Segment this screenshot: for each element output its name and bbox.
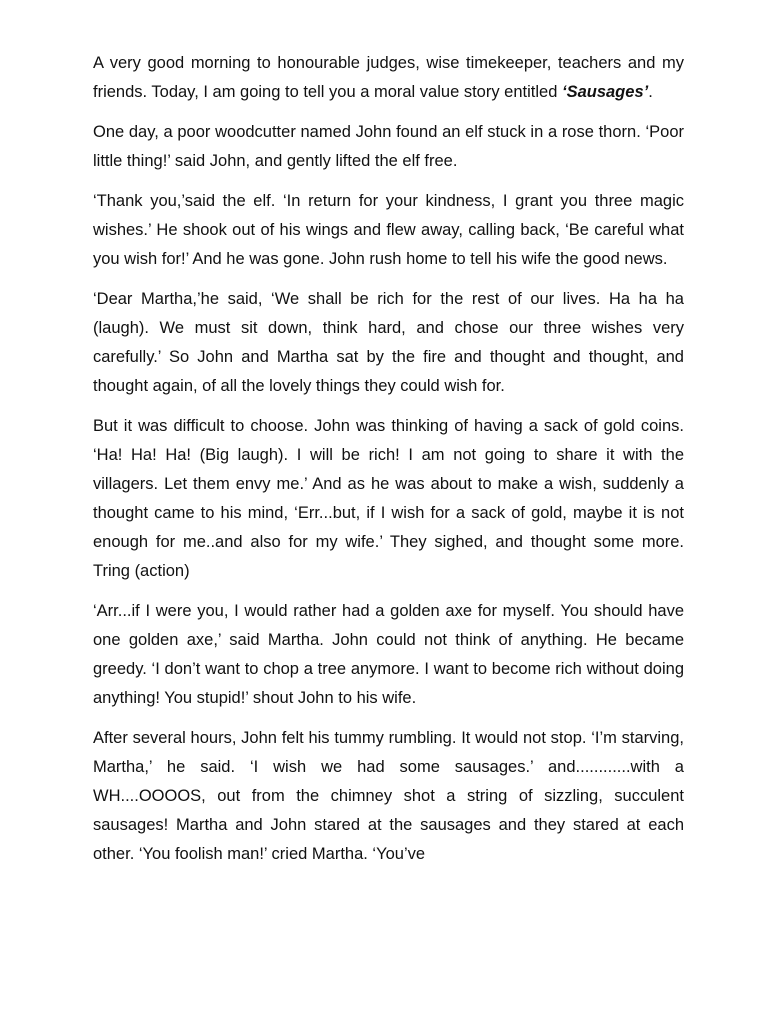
paragraph-5: But it was difficult to choose. John was thinking of having a sack of gold coins. ‘Ha! Ha! Ha! (Big laugh). I will be rich! I am not going to share it with the villagers. Let them envy me.’ And as he was about to make a wish, suddenly a thought came to his mind, ‘Err...but, if I wish for a sack of gold, maybe it is not enough for me..and also for my wife.’ They sighed, and thought some more. Tring (action) [93,417,684,580]
document-page [93,49,684,880]
paragraph-4: ‘Dear Martha,’he said, ‘We shall be rich for the rest of our lives. Ha ha ha (laugh). We must sit down, think hard, and chose our three wishes very carefully.’ So John and Martha sat by the fire and thought and thought, and thought again, of all the lovely things they could wish for. [93,290,684,395]
paragraph-2: One day, a poor woodcutter named John found an elf stuck in a rose thorn. ‘Poor little thing!’ said John, and gently lifted the elf free. [93,123,684,170]
paragraph-3: ‘Thank you,’said the elf. ‘In return for your kindness, I grant you three magic wishes.’ He shook out of his wings and flew away, calling back, ‘Be careful what you wish for!’ And he was gone. John rush home to tell his wife the good news. [93,192,684,268]
intro-text: A very good morning to honourable judges, wise timekeeper, teachers and my friends. Today, I am going to tell you a moral value story entitled [93,54,684,101]
intro-period: . [648,83,653,101]
paragraph-intro [93,49,684,107]
paragraph-6: ‘Arr...if I were you, I would rather had a golden axe for myself. You should have one golden axe,’ said Martha. John could not think of anything. He became greedy. ‘I don’t want to chop a tree anymore. I want to become rich without doing anything! You stupid!’ shout John to his wife. [93,602,684,707]
paragraph-7: After several hours, John felt his tummy rumbling. It would not stop. ‘I’m starving, Martha,’ he said. ‘I wish we had some sausages.’ and............with a WH....OOOOS, out from the chimney shot a string of sizzling, succulent sausages! Martha and John stared at the sausages and they stared at each other. ‘You foolish man!’ cried Martha. ‘You’ve [93,729,684,863]
story-title: ‘Sausages’ [561,83,649,101]
